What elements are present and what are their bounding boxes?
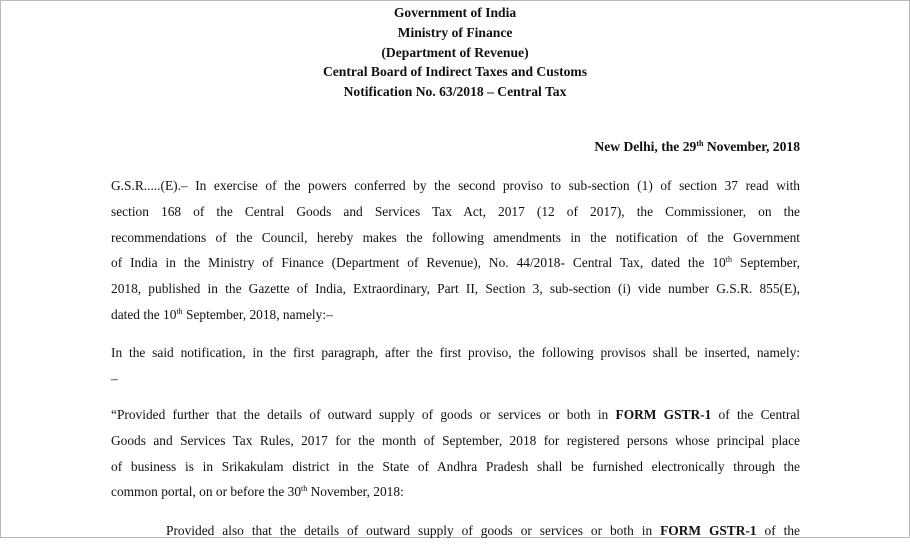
proviso-further-line-1-tail: of the Central: [711, 407, 800, 422]
proviso-further-line-1-text: “Provided further that the details of outward supply of goods or services or both in: [111, 407, 616, 422]
preamble-line-4: [111, 250, 800, 276]
paragraph-preamble: [111, 173, 800, 328]
form-gstr-1-label-2: FORM GSTR-1: [660, 523, 757, 538]
dateline-prefix: New Delhi, the 29: [594, 139, 697, 154]
header-government: Government of India: [393, 5, 517, 20]
preamble-line-6-text: dated the 10: [111, 306, 177, 322]
preamble-line-6-sup: th: [176, 306, 183, 316]
paragraph-proviso-also: [111, 518, 800, 544]
preamble-line-6: [111, 302, 800, 328]
proviso-further-line-4-sup: th: [301, 484, 308, 494]
proviso-further-line-4: [111, 479, 800, 505]
proviso-further-line-4-tail: November, 2018:: [307, 484, 404, 500]
paragraph-amendment-intro: [111, 340, 800, 392]
preamble-line-2: section 168 of the Central Goods and Services Tax Act, 2017 (12 of 2017), the Commissioner, on the: [111, 203, 800, 219]
preamble-line-6-tail: September, 2018, namely:–: [182, 306, 333, 322]
proviso-also-line-1-tail: of the: [756, 523, 800, 538]
paragraph-proviso-further: [111, 402, 800, 505]
header-board: Central Board of Indirect Taxes and Customs: [322, 64, 588, 80]
preamble-line-4-sup: th: [725, 255, 732, 265]
preamble-line-1: G.S.R.....(E).– In exercise of the powers conferred by the second proviso to sub-section (1) of section 37 read with: [111, 178, 800, 193]
proviso-also-line-1-text: Provided also that the details of outward supply of goods or services or both in: [166, 523, 661, 538]
preamble-line-5: 2018, published in the Gazette of India, Extraordinary, Part II, Section 3, sub-section (i) vide number G.S.R. 855(E),: [111, 281, 800, 297]
amendment-intro-line-2: –: [111, 370, 118, 386]
dateline-sup: th: [696, 139, 704, 148]
preamble-line-3: recommendations of the Council, hereby makes the following amendments in the notification of the Government: [111, 229, 800, 245]
amendment-intro-line-1: In the said notification, in the first paragraph, after the first proviso, the following provisos shall be inserted, namely:: [111, 345, 800, 360]
preamble-line-4-text: of India in the Ministry of Finance (Department of Revenue), No. 44/2018- Central Tax, dated the 10: [111, 255, 726, 271]
document-header: [0, 3, 910, 102]
header-ministry: Ministry of Finance: [397, 24, 513, 40]
proviso-further-line-1: [111, 402, 800, 428]
proviso-further-line-3: of business is in Srikakulam district in the State of Andhra Pradesh shall be furnished electronically through the: [111, 458, 800, 474]
dateline-suffix: November, 2018: [703, 139, 800, 154]
preamble-line-4-tail: September,: [731, 255, 800, 271]
header-notification-number: Notification No. 63/2018 – Central Tax: [343, 84, 567, 100]
proviso-further-line-2: Goods and Services Tax Rules, 2017 for the month of September, 2018 for registered persons whose principal place: [111, 432, 800, 448]
proviso-also-line-1: [111, 518, 800, 544]
header-department: (Department of Revenue): [381, 44, 529, 60]
form-gstr-1-label: FORM GSTR-1: [615, 407, 712, 422]
dateline: [594, 137, 800, 156]
proviso-further-line-4-text: common portal, on or before the 30: [111, 484, 302, 500]
